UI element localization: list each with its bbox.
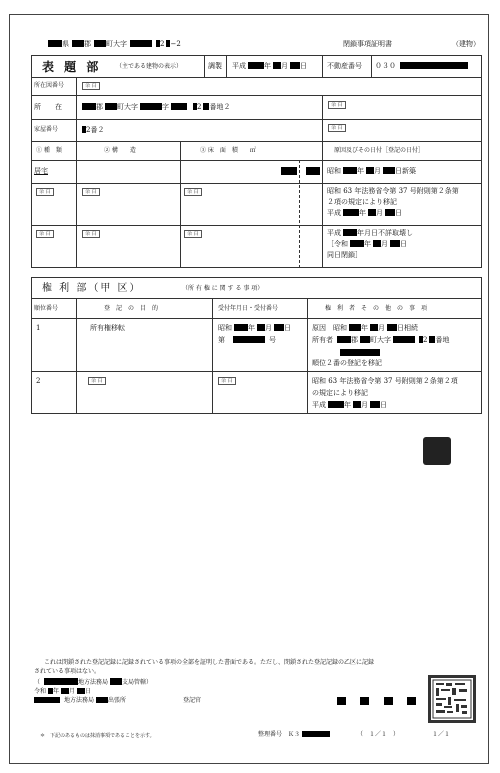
redaction — [423, 437, 451, 465]
kenri-title: 権 利 部（甲 区） — [42, 283, 142, 294]
chosei-value: 平成 年 月 日 — [232, 62, 307, 70]
rule — [180, 141, 181, 268]
rule — [322, 95, 323, 141]
row1-note: 順位２番の登記を移記 — [312, 359, 382, 367]
col-kozo: ② 構 造 — [104, 147, 136, 154]
col-juni: 順位番号 — [34, 305, 59, 312]
row2-text-line2: の規定により移記 — [312, 389, 368, 397]
row2-genin-line2: ２項の規定により移記 — [327, 198, 397, 206]
doc-type: （建物） — [452, 40, 480, 48]
yohaku-stamp: 余 白 — [328, 124, 346, 132]
col-kenrisha: 権 利 者 そ の 他 の 事 項 — [325, 305, 428, 312]
row2-no: 2 — [36, 377, 41, 385]
row2-text-line1: 昭和 63 年法務省令第 37 号附則第２条第２項 — [312, 377, 458, 385]
rule — [371, 55, 372, 77]
row1-shurui: 居宅 — [34, 167, 48, 175]
rule — [322, 55, 323, 77]
office-jurisdiction: （ 地方法務局 支局管轄） — [34, 679, 153, 686]
issue-date: 令和 年 月 日 — [34, 688, 92, 695]
kaoku-value: 2番２ — [82, 126, 104, 135]
certification-line1: これは閉鎖された登記記録に記録されている事項の全部を証明した書面である。ただし、閉鎖された登記記録の乙区に記録 — [44, 659, 375, 666]
row1-genin: 昭和 年 月 日新築 — [327, 167, 416, 175]
official-seal — [428, 675, 476, 723]
hyodai-subtitle: （主である建物の表示） — [116, 63, 183, 70]
hyodai-title: 表 題 部 — [42, 60, 102, 74]
redaction — [337, 697, 346, 705]
rule — [31, 95, 482, 96]
office-name: 地方法務局 出張所 — [34, 697, 126, 705]
shozai-label: 所 在 — [34, 103, 62, 111]
certification-line2: されている事項はない。 — [34, 668, 101, 675]
rule — [31, 225, 482, 226]
row1-owner: 所有者 郡 町大字 2 番地 — [312, 336, 450, 344]
col-yukamenseki: ③ 床 面 積 ㎡ — [200, 147, 256, 154]
doc-title: 閉鎖事項証明書 — [343, 40, 392, 48]
row2-genin-line3: 平成 年 月 日 — [327, 209, 402, 217]
yohaku-stamp: 余 白 — [82, 188, 100, 196]
shozai-zu-label: 所在図番号 — [34, 82, 65, 89]
rule — [307, 298, 308, 414]
col-mokuteki: 登 記 の 目 的 — [104, 305, 159, 312]
kaoku-label: 家屋番号 — [34, 126, 59, 133]
redaction — [360, 697, 369, 705]
row3-genin-line3: 同日閉鎖］ — [327, 251, 362, 259]
redaction — [407, 697, 416, 705]
rule — [31, 160, 482, 161]
rule — [31, 119, 482, 120]
rule — [76, 298, 77, 414]
rule — [31, 77, 482, 78]
rule — [212, 298, 213, 414]
row1-purpose: 所有権移転 — [90, 324, 125, 332]
rule — [31, 183, 482, 184]
shozai-value: 郡 町大字 字 2 番地２ — [82, 103, 230, 112]
redaction — [306, 167, 320, 175]
redaction — [384, 697, 393, 705]
rule — [226, 55, 227, 77]
col-uketsuke: 受付年月日・受付番号 — [218, 305, 279, 312]
yohaku-stamp: 余 白 — [218, 377, 236, 385]
header-address: 県 郡 町大字 2 −2 — [48, 40, 181, 49]
fudosan-value: ０３０ — [375, 62, 468, 71]
row2-genin-line1: 昭和 63 年法務省令第 37 号附則第２条第 — [327, 187, 459, 195]
row1-uketsuke-date: 昭和 年 月 日 — [218, 324, 291, 332]
yohaku-stamp: 余 白 — [184, 188, 202, 196]
page-count: １／１ — [432, 731, 451, 738]
col-genin: 原因及びその日付［登記の日付］ — [334, 147, 425, 154]
rule — [299, 160, 300, 268]
fudosan-label: 不動産番号 — [327, 62, 362, 70]
rule — [76, 77, 77, 268]
yohaku-stamp: 余 白 — [328, 101, 346, 109]
row1-genin: 原因 昭和 年 月 日相続 — [312, 324, 418, 332]
yohaku-stamp: 余 白 — [88, 377, 106, 385]
page-indicator: （ １／１ ） — [357, 731, 400, 738]
chosei-label: 調製 — [208, 62, 222, 70]
rule — [31, 298, 482, 299]
col-shurui: ① 種 類 — [36, 147, 62, 154]
rule — [31, 318, 482, 319]
rule — [204, 55, 205, 77]
yohaku-stamp: 余 白 — [36, 188, 54, 196]
registrar-label: 登記官 — [183, 697, 202, 704]
kenri-subtitle: （所 有 権 に 関 す る 事 項） — [182, 285, 264, 292]
rule — [31, 141, 482, 142]
yohaku-stamp: 余 白 — [36, 230, 54, 238]
footnote: ＊ 下記のあるものは抹消事項であることを示す。 — [40, 733, 155, 739]
yohaku-stamp: 余 白 — [184, 230, 202, 238]
row1-no: 1 — [36, 324, 41, 332]
rule — [322, 141, 323, 268]
redaction — [340, 349, 380, 356]
row1-uketsuke-no: 第 号 — [218, 336, 276, 344]
rule — [31, 371, 482, 372]
yohaku-stamp: 余 白 — [82, 82, 100, 90]
seiri-number: 整理番号 Ｋ３ — [258, 731, 330, 739]
row3-genin-line1: 平成 年月日不詳取壊し — [327, 229, 413, 237]
redaction — [281, 167, 297, 175]
yohaku-stamp: 余 白 — [82, 230, 100, 238]
row2-text-line3: 平成 年 月 日 — [312, 401, 387, 409]
row3-genin-line2: ［令和 年 月 日 — [327, 240, 407, 248]
